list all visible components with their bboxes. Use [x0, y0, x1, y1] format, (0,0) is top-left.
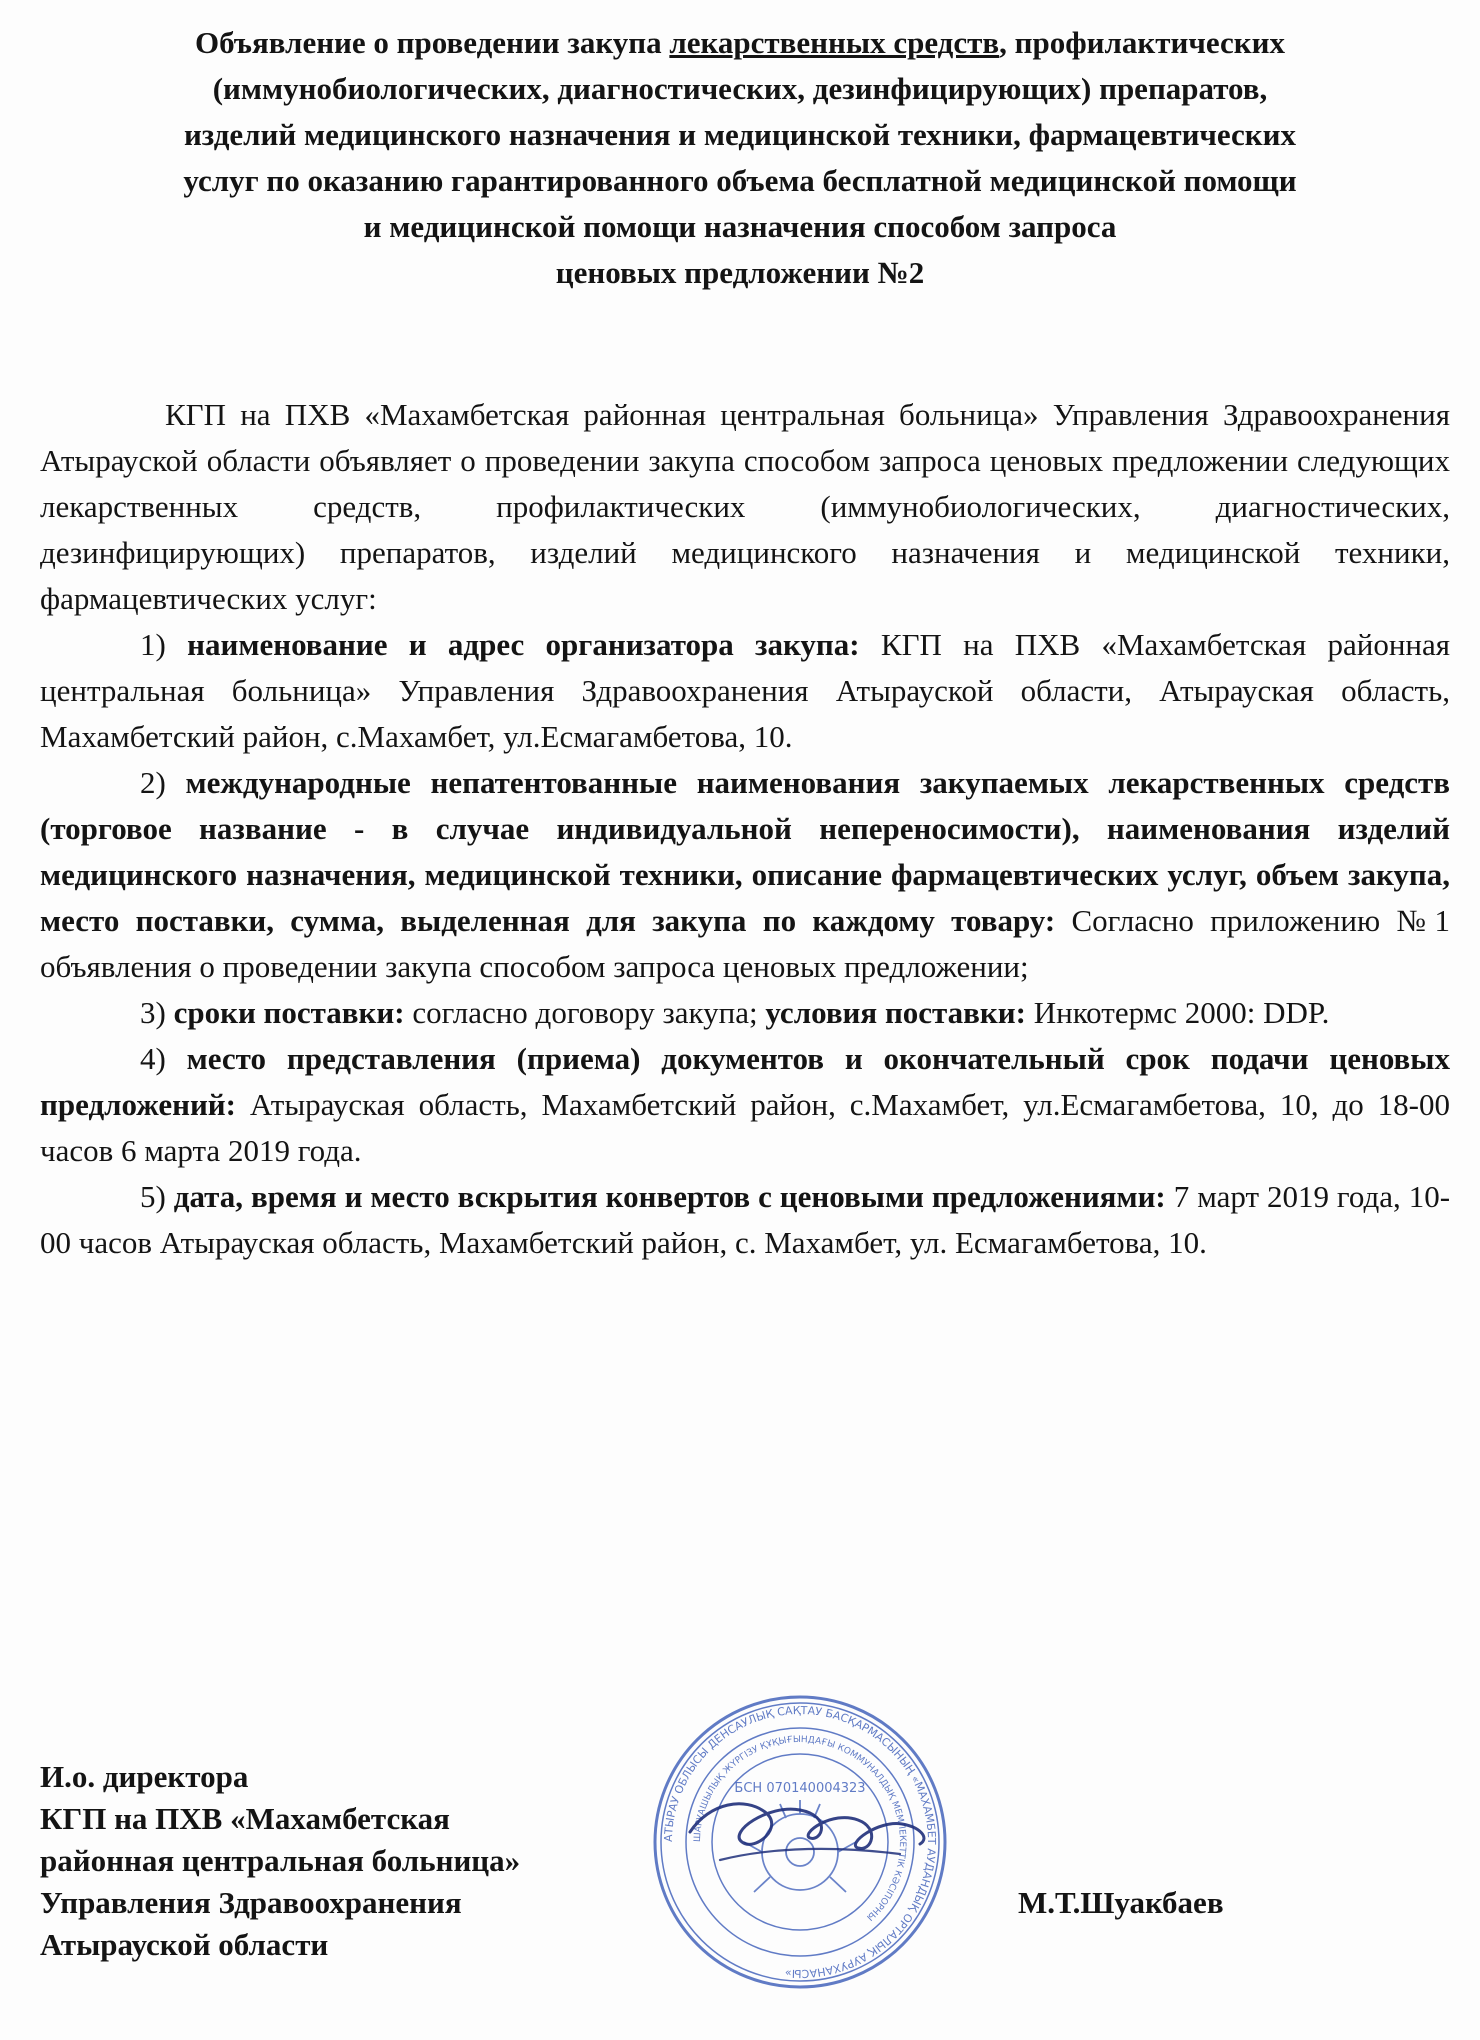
announcement-title	[40, 20, 1440, 296]
title-line-3: изделий медицинского назначения и медицинской техники, фармацевтических	[183, 117, 1297, 152]
item-1	[40, 622, 1450, 760]
item-text: КГП на ПХВ «Махамбетская районная центральная больница» Управления Здравоохранения Атырауской области, Атырауская область, Махамбетский район, с.Махамбет, ул.Есмагамбетова, 10.	[40, 627, 1451, 754]
item-5	[40, 1174, 1450, 1266]
title-line-5: и медицинской помощи назначения способом запроса	[363, 209, 1117, 244]
seal-outer-text: АТЫРАУ ОБЛЫСЫ ДЕНСАУЛЫҚ САҚТАУ БАСҚАРМАСЫНЫҢ «МАХАМБЕТ АУДАНДЫҚ ОРТАЛЫҚ АУРУХАНАСЫ»	[661, 1703, 939, 1981]
item-3	[40, 990, 1450, 1036]
intro-paragraph: КГП на ПХВ «Махамбетская районная центральная больница» Управления Здравоохранения Атырауской области объявляет о проведении закупа способом запроса ценовых предложении следующих лекарственных средств, профилактических (иммунобиологических, диагностических, дезинфицирующих) препаратов, изделий медицинского назначения и медицинской техники, фармацевтических услуг:	[40, 397, 1450, 616]
item-text: Согласно приложению №1 объявления о проведении закупа способом запроса ценовых предложении;	[40, 903, 1451, 984]
item-label: место представления (приема) документов и окончательный срок подачи ценовых предложений:	[40, 1041, 1451, 1122]
title-underlined-phrase: лекарственных средств	[669, 25, 1000, 60]
item-label: дата, время и место вскрытия конвертов с ценовыми предложениями:	[173, 1179, 1166, 1214]
title-line-6: ценовых предложении №2	[555, 255, 925, 290]
signature-org-line-1: КГП на ПХВ «Махамбетская	[40, 1801, 450, 1836]
title-line-4: услуг по оказанию гарантированного объема бесплатной медицинской помощи	[183, 163, 1297, 198]
signatory-name: М.Т.Шуакбаев	[1018, 1885, 1224, 1920]
title-line-1-end: , профилактических	[999, 25, 1285, 60]
official-seal-stamp	[650, 1692, 950, 1992]
handwritten-signature	[690, 1804, 924, 1849]
item-text: 7 март 2019 года, 10-00 часов Атырауская область, Махамбетский район, с. Махамбет, ул. Есмагамбетова, 10.	[40, 1179, 1451, 1260]
signature-org-line-2: районная центральная больница»	[40, 1843, 521, 1878]
item-label: сроки поставки:	[173, 995, 405, 1030]
signature-position: И.о. директора	[40, 1759, 249, 1794]
signature-org-line-3: Управления Здравоохранения	[40, 1885, 462, 1920]
seal-emblem	[744, 1800, 856, 1892]
item-number: 1)	[140, 627, 166, 662]
title-line-1-start: Объявление о проведении закупа	[195, 25, 670, 60]
announcement-body	[40, 392, 1450, 1266]
seal-bin-text: БСН 070140004323	[734, 1781, 866, 1796]
item-label-2: условия поставки:	[765, 995, 1026, 1030]
item-2	[40, 760, 1450, 990]
item-text-2: Инкотермс 2000: DDP.	[1033, 995, 1330, 1030]
item-label: международные непатентованные наименования закупаемых лекарственных средств (торговое название - в случае индивидуальной непереносимости), наименования изделий медицинского назначения, медицинской техники, описание фармацевтических услуг, объем закупа, место поставки, сумма, выделенная для закупа по каждому товару:	[40, 765, 1450, 938]
seal-inner-text: ШАРУАШЫЛЫҚ ЖҮРГІЗУ ҚҰҚЫҒЫНДАҒЫ КОММУНАЛДЫҚ МЕМЛЕКЕТТІК КӘСІПОРНЫ	[692, 1734, 908, 1923]
signature-org-line-4: Атырауской области	[40, 1927, 329, 1962]
item-text: согласно договору закупа;	[412, 995, 758, 1030]
title-line-1	[40, 20, 1440, 66]
title-line-2: (иммунобиологических, диагностических, дезинфицирующих) препаратов,	[212, 71, 1268, 106]
signature-underline-stroke	[720, 1849, 900, 1860]
item-4	[40, 1036, 1450, 1174]
item-text: Атырауская область, Махамбетский район, с.Махамбет, ул.Есмагамбетова, 10, до 18-00 часов 6 марта 2019 года.	[40, 1087, 1450, 1168]
signature-block	[40, 1756, 680, 1966]
item-number: 3)	[140, 995, 166, 1030]
item-number: 2)	[140, 765, 166, 800]
item-label: наименование и адрес организатора закупа:	[187, 627, 860, 662]
item-number: 4)	[140, 1041, 166, 1076]
item-number: 5)	[140, 1179, 166, 1214]
